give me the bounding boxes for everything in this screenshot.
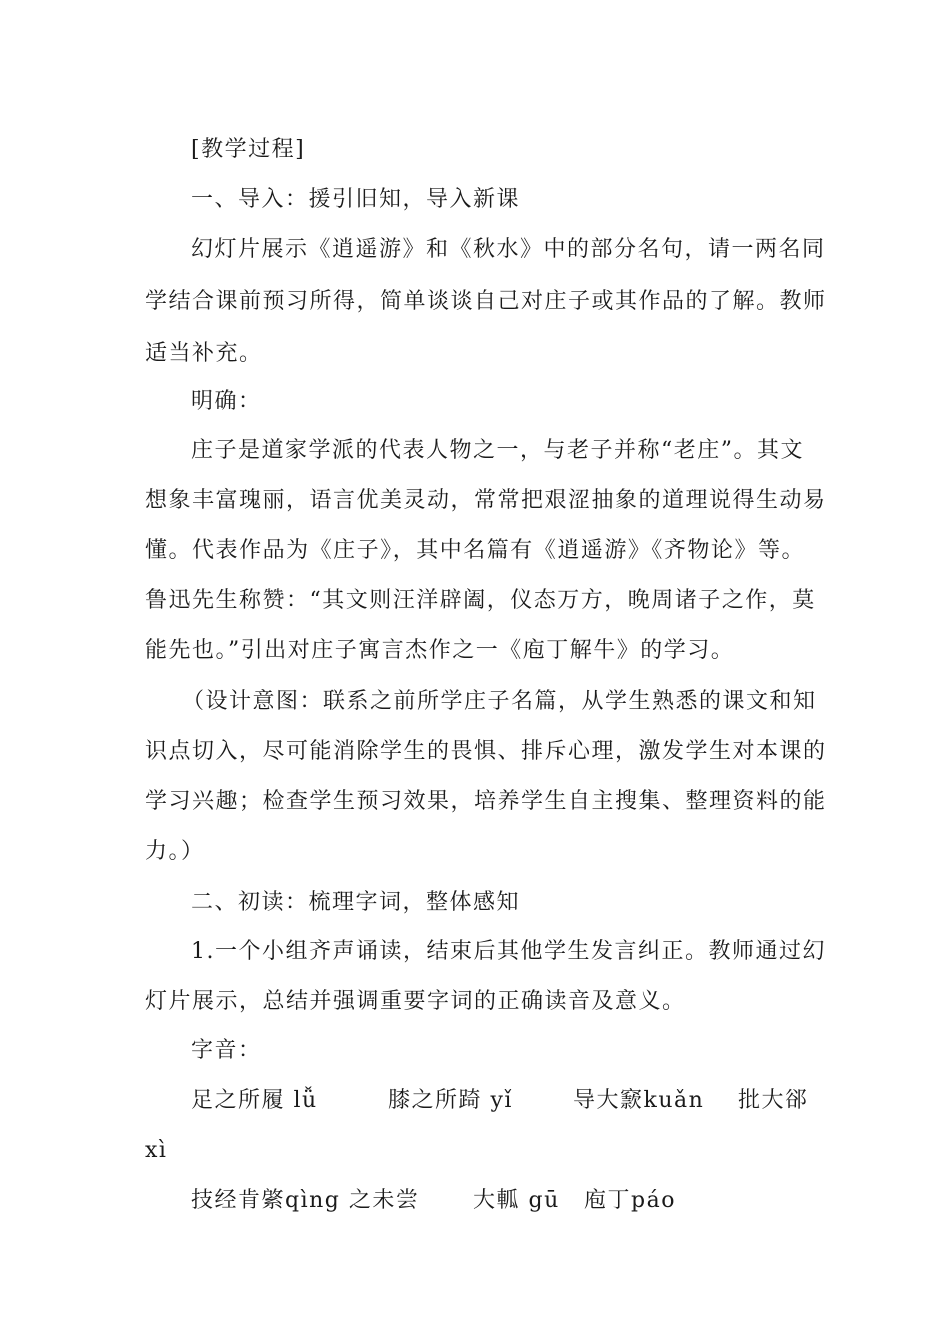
pronunciation-item: 膝之所踦 yǐ xyxy=(388,1088,513,1113)
paragraph-line: 懂。代表作品为《庄子》，其中名篇有《逍遥游》《齐物论》等。 xyxy=(145,538,805,563)
section-heading: [教学过程] xyxy=(191,137,306,162)
paragraph-line: 鲁迅先生称赞：“其文则汪洋辟阖，仪态万方，晚周诸子之作，莫 xyxy=(145,588,816,613)
pronunciation-row xyxy=(0,1186,950,1218)
design-intent-line: （设计意图：联系之前所学庄子名篇，从学生熟悉的课文和知 xyxy=(182,689,817,714)
paragraph-line: 能先也。”引出对庄子寓言杰作之一《庖丁解牛》的学习。 xyxy=(145,638,735,663)
pronunciation-item: 批大郤 xyxy=(738,1088,809,1113)
pronunciation-row xyxy=(0,1086,950,1118)
pronunciation-item: 技经肯綮qìng 之未尝 xyxy=(191,1188,420,1213)
design-intent-line: 识点切入，尽可能消除学生的畏惧、排斥心理，激发学生对本课的 xyxy=(145,739,827,764)
clarify-label: 明确： xyxy=(191,389,262,414)
design-intent-line: 力。） xyxy=(145,839,205,864)
pronunciation-item: 庖丁páo xyxy=(584,1188,676,1213)
paragraph-line: 庄子是道家学派的代表人物之一，与老子并称“老庄”。其文 xyxy=(191,438,804,463)
pronunciation-item: 导大窾kuǎn xyxy=(573,1088,705,1113)
pronunciation-item: 足之所履 lǚ xyxy=(191,1088,318,1113)
design-intent-line: 学习兴趣；检查学生预习效果，培养学生自主搜集、整理资料的能 xyxy=(145,789,827,814)
pronunciation-wrap: xì xyxy=(145,1138,168,1163)
paragraph-line: 幻灯片展示《逍遥游》和《秋水》中的部分名句，请一两名同 xyxy=(191,237,826,262)
part1-heading: 一、导入：援引旧知，导入新课 xyxy=(191,187,521,212)
part2-heading: 二、初读：梳理字词，整体感知 xyxy=(191,890,521,915)
paragraph-line: 想象丰富瑰丽，语言优美灵动，常常把艰涩抽象的道理说得生动易 xyxy=(145,488,827,513)
paragraph-line: 适当补充。 xyxy=(145,341,263,366)
pronunciation-item: 大軱 gū xyxy=(473,1188,560,1213)
paragraph-line: 灯片展示，总结并强调重要字词的正确读音及意义。 xyxy=(145,989,686,1014)
paragraph-line: 学结合课前预习所得，简单谈谈自己对庄子或其作品的了解。教师 xyxy=(145,289,827,314)
paragraph-line: 1.一个小组齐声诵读，结束后其他学生发言纠正。教师通过幻 xyxy=(191,939,826,964)
pronunciation-label: 字音： xyxy=(191,1038,262,1063)
